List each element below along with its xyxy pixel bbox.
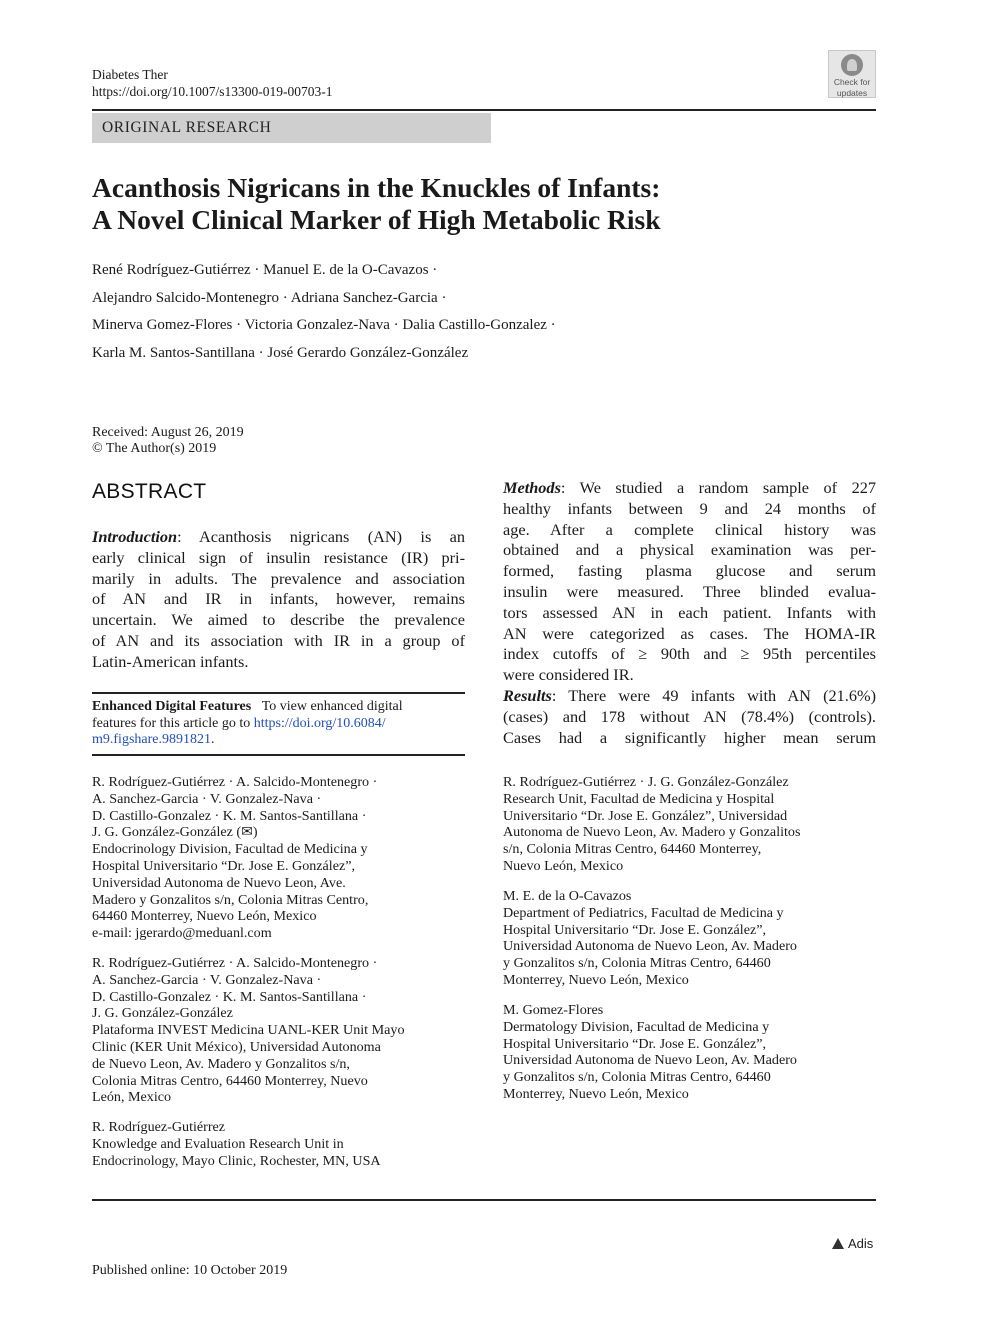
paragraph-line: of AN and its association with IR in a group of (92, 630, 465, 650)
paragraph-line: healthy infants between 9 and 24 months of (503, 498, 876, 518)
affiliation-block (503, 774, 876, 875)
paragraph-line: formed, fasting plasma glucose and serum (503, 561, 876, 581)
affiliation-line: Dermatology Division, Facultad de Medicina y (503, 1018, 770, 1035)
affiliation-line: Hospital Universitario “Dr. Jose E. González”, (503, 1035, 767, 1052)
paragraph-line: uncertain. We aimed to describe the prevalence (92, 610, 465, 630)
paragraph-line: (cases) and 178 without AN (78.4%) (controls). (503, 706, 876, 726)
edf-rule-top (92, 692, 465, 694)
title-line-2: A Novel Clinical Marker of High Metabolic Risk (92, 204, 661, 235)
adis-triangle-icon (832, 1238, 844, 1249)
figshare-link-cont[interactable]: m9.figshare.9891821 (92, 732, 211, 747)
affiliation-line: 64460 Monterrey, Nuevo León, Mexico (92, 908, 317, 925)
affiliation-line: R. Rodríguez-Gutiérrez · A. Salcido-Montenegro · (92, 955, 378, 971)
affiliation-line: Universidad Autonoma de Nuevo Leon, Av. Madero (503, 1052, 797, 1069)
figshare-link[interactable]: https://doi.org/10.6084/ (253, 715, 386, 731)
affiliation-line: R. Rodríguez-Gutiérrez · J. G. González-González (503, 774, 789, 790)
affiliation-line: Universitario “Dr. Jose E. González”, Universidad (503, 807, 788, 824)
paragraph-line: marily in adults. The prevalence and association (92, 568, 465, 588)
affiliation-line: Monterrey, Nuevo León, Mexico (503, 971, 689, 988)
edf-rule-bottom (92, 754, 465, 756)
email-line[interactable]: e-mail: jgerardo@meduanl.com (92, 925, 272, 942)
check-updates-line1: Check for (833, 77, 871, 87)
affiliation-line: M. Gomez-Flores (503, 1002, 604, 1018)
published-online: Published online: 10 October 2019 (92, 1263, 288, 1278)
paragraph-line: of AN and IR in infants, however, remains (92, 589, 465, 609)
affiliation-line: Autonoma de Nuevo Leon, Av. Madero y Gonzalitos (503, 824, 801, 841)
publisher-logo (832, 1236, 873, 1251)
author-list (92, 260, 556, 370)
journal-header (92, 66, 333, 100)
section-label: ORIGINAL RESEARCH (92, 113, 491, 143)
affiliation-line: Plataforma INVEST Medicina UANL-KER Unit Mayo (92, 1022, 405, 1039)
footer-rule (92, 1199, 876, 1201)
affiliation-line: Knowledge and Evaluation Research Unit in (92, 1135, 344, 1152)
affiliation-line: Hospital Universitario “Dr. Jose E. González”, (92, 857, 356, 874)
paragraph-line: were considered IR. (503, 665, 634, 685)
affiliation-line: M. E. de la O-Cavazos (503, 888, 632, 904)
affiliation-block (503, 888, 876, 989)
paragraph-line: age. After a complete clinical history was (503, 519, 876, 539)
author-line: René Rodríguez-Gutiérrez · Manuel E. de la O-Cavazos · (92, 262, 438, 278)
edf-label: Enhanced Digital Features (92, 699, 252, 714)
edf-text: To view enhanced digital (261, 699, 403, 714)
abstract-heading: ABSTRACT (92, 480, 207, 503)
affiliation-line: Universidad Autonoma de Nuevo Leon, Av. Madero (503, 938, 797, 955)
journal-doi[interactable]: https://doi.org/10.1007/s13300-019-00703-1 (92, 84, 333, 99)
paragraph-line: index cutoffs of ≥ 90th and ≥ 95th percentiles (503, 644, 876, 664)
affiliation-line: A. Sanchez-Garcia · V. Gonzalez-Nava · (92, 790, 322, 807)
paragraph-line: Cases had a significantly higher mean serum (503, 727, 876, 747)
title-line-1: Acanthosis Nigricans in the Knuckles of Infants: (92, 172, 661, 203)
affiliation-line: Hospital Universitario “Dr. Jose E. González”, (503, 921, 767, 938)
paragraph-line: Latin-American infants. (92, 651, 249, 671)
paragraph-line: Introduction: Acanthosis nigricans (AN) is an (92, 527, 465, 546)
affiliation-line: Endocrinology Division, Facultad de Medicina y (92, 841, 368, 858)
affiliation-line: s/n, Colonia Mitras Centro, 64460 Monterrey, (503, 841, 762, 858)
methods-lead: Methods (503, 478, 561, 497)
author-line: Karla M. Santos-Santillana · José Gerardo González-González (92, 344, 469, 361)
affiliation-line: Research Unit, Facultad de Medicina y Hospital (503, 790, 775, 807)
affiliation-line: D. Castillo-Gonzalez · K. M. Santos-Santillana · (92, 807, 367, 824)
affiliation-line: de Nuevo Leon, Av. Madero y Gonzalitos s/n, (92, 1055, 350, 1072)
author-line: Alejandro Salcido-Montenegro · Adriana Sanchez-Garcia · (92, 289, 447, 306)
introduction-lead: Introduction (92, 527, 178, 546)
affiliation-line: J. G. González-González (92, 1005, 233, 1022)
header-rule (92, 109, 876, 111)
journal-name: Diabetes Ther (92, 67, 168, 82)
paragraph-line: AN were categorized as cases. The HOMA-IR (503, 623, 876, 643)
paragraph-line: tors assessed AN in each patient. Infants with (503, 602, 876, 622)
affiliation-line: R. Rodríguez-Gutiérrez (92, 1119, 226, 1135)
received-date: Received: August 26, 2019 (92, 425, 244, 440)
results-lead: Results (503, 685, 552, 705)
affiliation-line: D. Castillo-Gonzalez · K. M. Santos-Santillana · (92, 988, 367, 1005)
affiliation-line: J. G. González-González (✉) (92, 824, 258, 841)
enhanced-digital-features: Enhanced Digital Features To view enhanced digital features for this article go to https://doi.org/10.6084/ m9.figshare.9891821. (92, 699, 403, 747)
paragraph-line: Methods: We studied a random sample of 227 (503, 478, 876, 497)
paragraph-line: Results: There were 49 infants with AN (21.6%) (503, 685, 876, 705)
received-block (92, 425, 244, 457)
check-updates-line2: updates (836, 88, 868, 98)
affiliation-line: Clinic (KER Unit México), Universidad Autonoma (92, 1038, 381, 1055)
copyright: © The Author(s) 2019 (92, 441, 217, 456)
paragraph-line: early clinical sign of insulin resistance (IR) pri- (92, 547, 465, 567)
paragraph-line: insulin were measured. Three blinded evalua- (503, 581, 876, 601)
affiliation-line: León, Mexico (92, 1089, 172, 1106)
affiliation-line: A. Sanchez-Garcia · V. Gonzalez-Nava · (92, 971, 322, 988)
check-updates-icon (841, 54, 863, 76)
article-title (92, 172, 882, 236)
affiliation-line: Monterrey, Nuevo León, Mexico (503, 1085, 689, 1102)
affiliation-line: Madero y Gonzalitos s/n, Colonia Mitras Centro, (92, 891, 369, 908)
affiliation-block (503, 1002, 876, 1103)
affiliation-line: y Gonzalitos s/n, Colonia Mitras Centro, 64460 (503, 1069, 771, 1086)
check-for-updates-badge[interactable] (828, 50, 876, 98)
affiliation-line: R. Rodríguez-Gutiérrez · A. Salcido-Montenegro · (92, 774, 378, 790)
affiliation-line: y Gonzalitos s/n, Colonia Mitras Centro, 64460 (503, 955, 771, 972)
abstract-introduction (92, 527, 465, 673)
affiliation-line: Colonia Mitras Centro, 64460 Monterrey, Nuevo (92, 1072, 368, 1089)
affiliation-block (92, 1119, 472, 1169)
affiliation-line: Endocrinology, Mayo Clinic, Rochester, MN, USA (92, 1152, 381, 1169)
publisher-name: Adis (848, 1236, 874, 1251)
paragraph-line: obtained and a physical examination was per- (503, 540, 876, 560)
affiliation-block (92, 955, 472, 1106)
affiliation-line: Universidad Autonoma de Nuevo Leon, Ave. (92, 874, 346, 891)
author-line: Minerva Gomez-Flores · Victoria Gonzalez-Nava · Dalia Castillo-Gonzalez · (92, 317, 556, 333)
affiliation-block (92, 774, 472, 942)
abstract-methods (503, 478, 876, 748)
affiliation-line: Nuevo León, Mexico (503, 857, 624, 874)
affiliation-line: Department of Pediatrics, Facultad de Medicina y (503, 904, 784, 921)
